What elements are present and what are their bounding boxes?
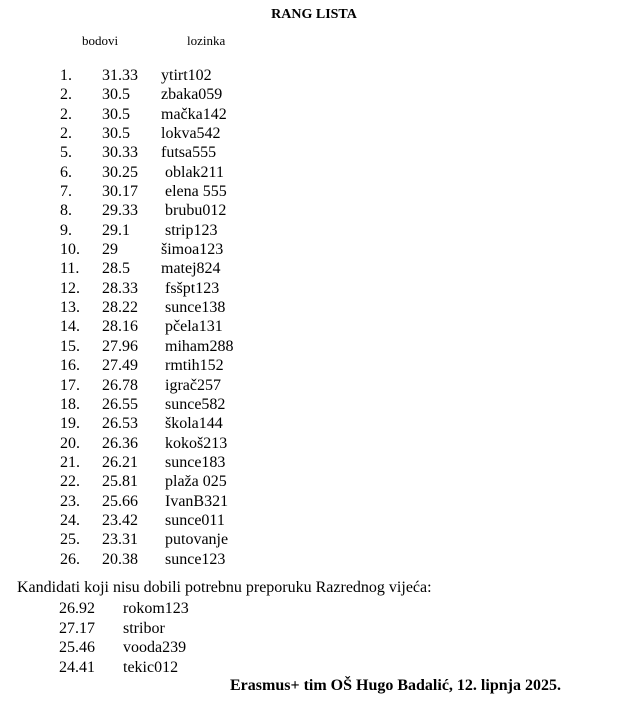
password-value: stribor (123, 619, 165, 637)
rank-number: 18. (60, 395, 80, 413)
score-value: 24.41 (59, 658, 95, 676)
score-value: 30.33 (102, 144, 138, 162)
password-value: oblak211 (161, 163, 224, 181)
password-value: rmtih152 (161, 357, 224, 375)
password-value: sunce011 (161, 511, 225, 529)
password-value: škola144 (161, 415, 223, 433)
score-value: 25.66 (102, 492, 138, 510)
score-value: 23.42 (102, 511, 138, 529)
score-value: 26.53 (102, 415, 138, 433)
rank-number: 5. (60, 144, 72, 162)
column-header-password: lozinka (187, 33, 226, 48)
list-item (0, 259, 628, 278)
score-value: 28.5 (102, 260, 130, 278)
score-value: 27.96 (102, 337, 138, 355)
rank-number: 2. (60, 86, 72, 104)
footer-signature: Erasmus+ tim OŠ Hugo Badalić, 12. lipnja 2025. (230, 677, 561, 694)
password-value: ytirt102 (161, 67, 212, 84)
password-value: strip123 (161, 221, 218, 239)
password-value: fsšpt123 (161, 279, 220, 297)
list-item (0, 472, 628, 491)
list-item (0, 376, 628, 395)
password-value: elena 555 (161, 183, 227, 201)
ranking-list (0, 66, 628, 569)
list-item (0, 240, 628, 259)
list-item (0, 530, 628, 549)
rank-number: 25. (60, 531, 80, 549)
rank-number: 8. (60, 202, 72, 220)
rank-number: 23. (60, 492, 80, 510)
score-value: 26.21 (102, 453, 138, 471)
list-item (0, 317, 628, 336)
score-value: 28.33 (102, 279, 138, 297)
list-item (0, 550, 628, 569)
list-item (0, 395, 628, 414)
score-value: 30.5 (102, 125, 130, 143)
score-value: 26.36 (102, 434, 138, 452)
password-value: sunce582 (161, 395, 226, 413)
list-item (0, 201, 628, 220)
rank-number: 10. (60, 241, 80, 259)
password-value: šimoa123 (161, 241, 224, 259)
list-item (0, 124, 628, 143)
score-value: 23.31 (102, 531, 138, 549)
score-value: 29.1 (102, 221, 130, 239)
rank-number: 12. (60, 279, 80, 297)
rank-number: 2. (60, 105, 72, 123)
rank-number: 20. (60, 434, 80, 452)
password-value: vooda239 (123, 639, 187, 656)
list-item (0, 599, 628, 619)
list-item (0, 298, 628, 317)
rank-number: 26. (60, 550, 80, 568)
password-value: tekic012 (123, 658, 179, 676)
score-value: 30.25 (102, 163, 138, 181)
password-value: rokom123 (123, 600, 189, 617)
score-value: 25.46 (59, 639, 95, 656)
excluded-candidates-list (0, 599, 628, 677)
list-item (0, 163, 628, 182)
score-value: 26.78 (102, 376, 138, 394)
rank-number: 15. (60, 337, 80, 355)
list-item (0, 453, 628, 472)
password-value: sunce183 (161, 453, 226, 471)
list-item (0, 105, 628, 124)
password-value: futsa555 (161, 144, 217, 162)
password-value: brubu012 (161, 202, 227, 220)
score-value: 26.92 (59, 600, 95, 617)
password-value: mačka142 (161, 105, 227, 123)
rank-number: 1. (60, 67, 72, 84)
score-value: 20.38 (102, 550, 138, 568)
rank-number: 22. (60, 473, 80, 491)
excluded-candidates-note: Kandidati koji nisu dobili potrebnu preporuku Razrednog vijeća: (17, 579, 432, 596)
list-item (0, 143, 628, 162)
list-item (0, 511, 628, 530)
password-value: zbaka059 (161, 86, 223, 104)
score-value: 27.17 (59, 619, 95, 637)
rank-number: 9. (60, 221, 72, 239)
page-title: RANG LISTA (271, 7, 357, 22)
password-value: IvanB321 (161, 492, 229, 510)
score-value: 29 (102, 241, 118, 259)
rank-number: 6. (60, 163, 72, 181)
list-item (0, 279, 628, 298)
password-value: lokva542 (161, 125, 221, 143)
list-item (0, 85, 628, 104)
rank-number: 11. (60, 260, 80, 278)
score-value: 30.5 (102, 86, 130, 104)
score-value: 30.5 (102, 105, 130, 123)
list-item (0, 66, 628, 85)
column-header-score: bodovi (82, 33, 119, 48)
password-value: putovanje (161, 531, 229, 549)
rank-number: 14. (60, 318, 80, 336)
list-item (0, 434, 628, 453)
password-value: pčela131 (161, 318, 223, 336)
password-value: matej824 (161, 260, 221, 278)
list-item (0, 658, 628, 678)
rank-number: 7. (60, 183, 72, 201)
score-value: 28.22 (102, 299, 138, 317)
rank-number: 24. (60, 511, 80, 529)
list-item (0, 414, 628, 433)
password-value: kokoš213 (161, 434, 228, 452)
score-value: 27.49 (102, 357, 138, 375)
list-item (0, 221, 628, 240)
rank-number: 17. (60, 376, 80, 394)
score-value: 30.17 (102, 183, 138, 201)
list-item (0, 492, 628, 511)
rank-number: 21. (60, 453, 80, 471)
list-item (0, 182, 628, 201)
score-value: 29.33 (102, 202, 138, 220)
password-value: miham288 (161, 337, 234, 355)
rank-number: 2. (60, 125, 72, 143)
password-value: igrač257 (161, 376, 221, 394)
password-value: plaža 025 (161, 473, 227, 491)
list-item (0, 638, 628, 658)
list-item (0, 337, 628, 356)
score-value: 25.81 (102, 473, 138, 491)
score-value: 28.16 (102, 318, 138, 336)
list-item (0, 619, 628, 639)
rank-number: 13. (60, 299, 80, 317)
rank-number: 19. (60, 415, 80, 433)
score-value: 31.33 (102, 67, 138, 84)
rank-number: 16. (60, 357, 80, 375)
password-value: sunce123 (161, 550, 226, 568)
password-value: sunce138 (161, 299, 226, 317)
list-item (0, 356, 628, 375)
score-value: 26.55 (102, 395, 138, 413)
